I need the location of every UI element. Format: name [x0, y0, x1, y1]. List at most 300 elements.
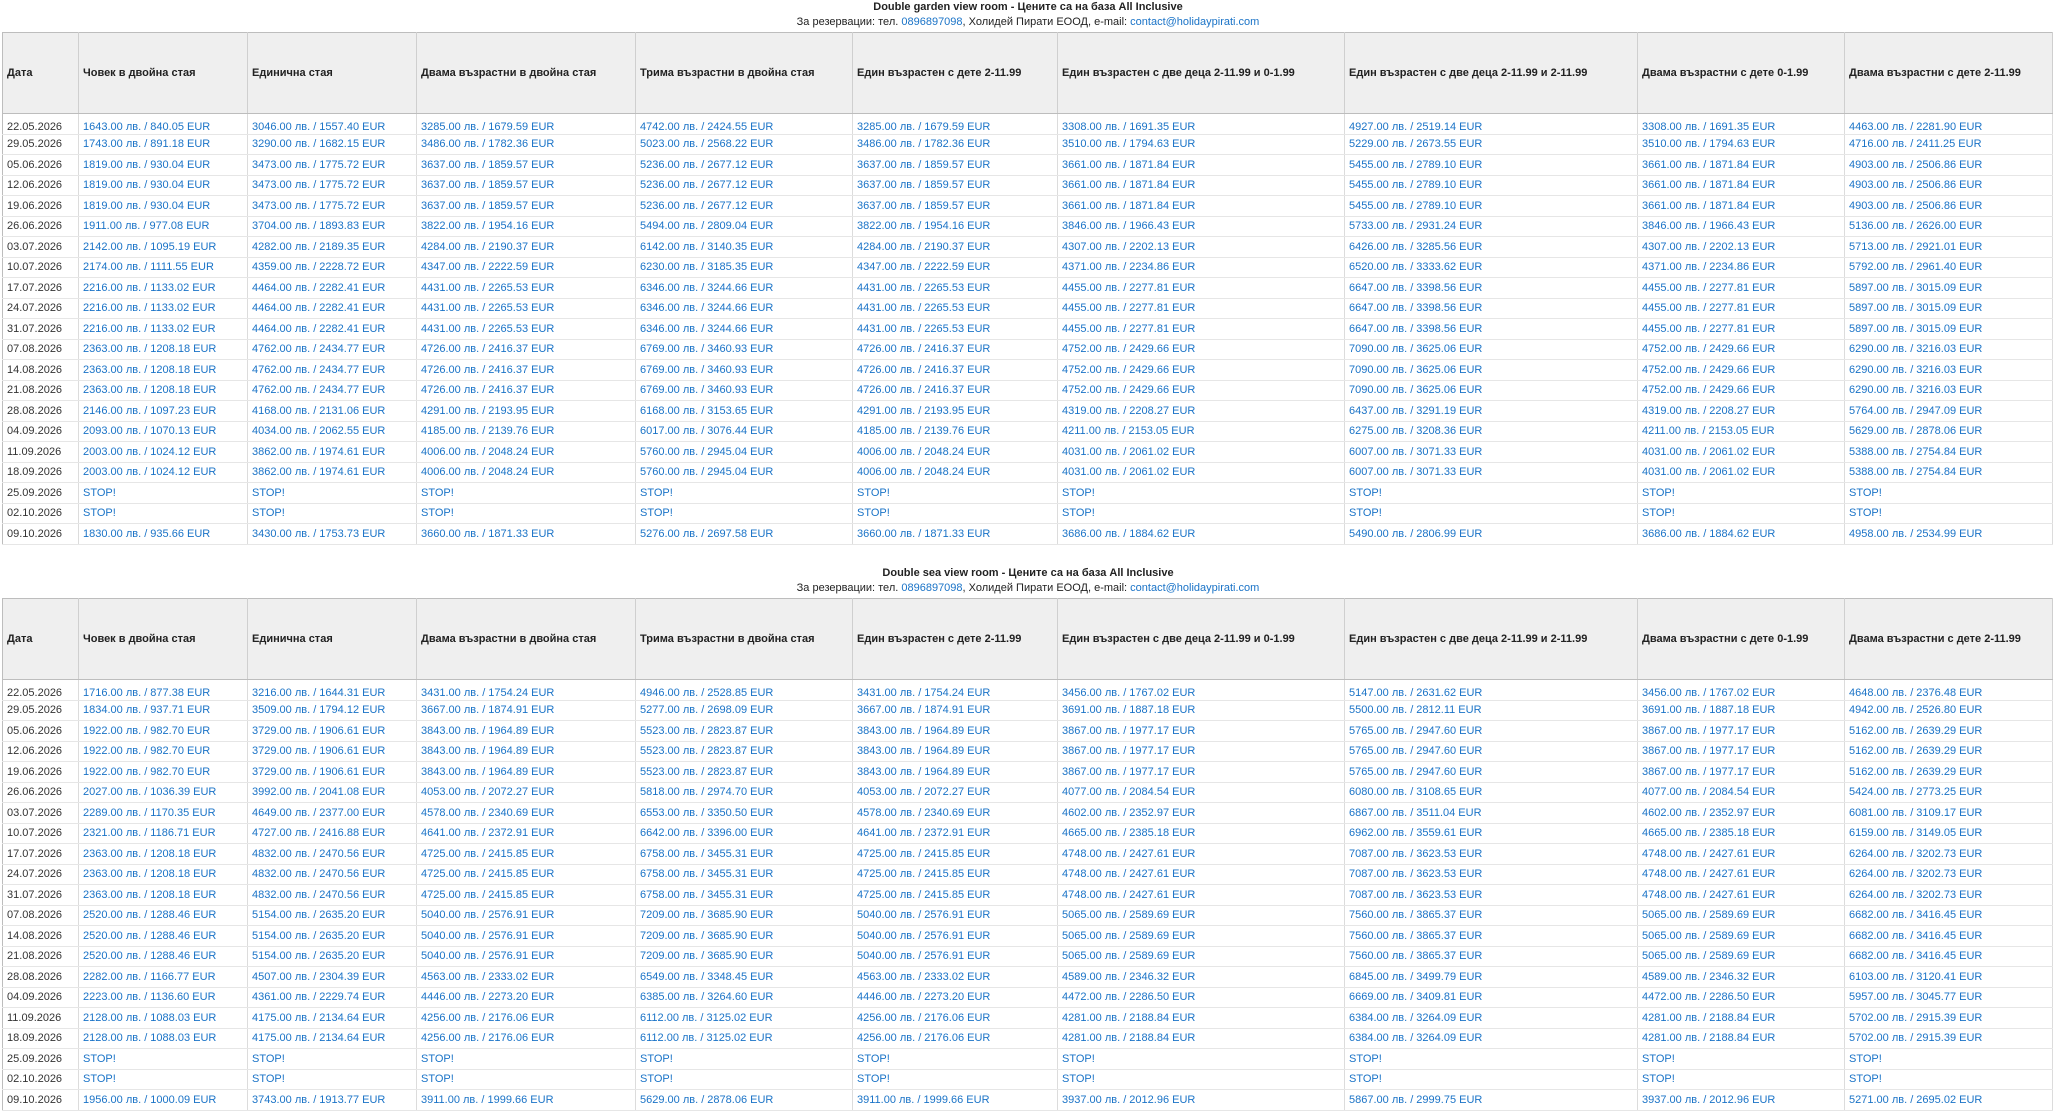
price-cell[interactable]: 4006.00 лв. / 2048.24 EUR	[417, 442, 636, 463]
price-cell[interactable]: 4446.00 лв. / 2273.20 EUR	[853, 987, 1058, 1008]
price-cell[interactable]: 3473.00 лв. / 1775.72 EUR	[248, 196, 417, 217]
price-cell[interactable]: 5040.00 лв. / 2576.91 EUR	[417, 946, 636, 967]
price-cell[interactable]: 2216.00 лв. / 1133.02 EUR	[79, 298, 248, 319]
price-cell[interactable]: 3456.00 лв. / 1767.02 EUR	[1638, 680, 1845, 701]
price-cell[interactable]: 5764.00 лв. / 2947.09 EUR	[1845, 401, 2053, 422]
price-cell[interactable]: 1834.00 лв. / 937.71 EUR	[79, 700, 248, 721]
price-cell[interactable]: 3862.00 лв. / 1974.61 EUR	[248, 442, 417, 463]
price-cell[interactable]: 4291.00 лв. / 2193.95 EUR	[853, 401, 1058, 422]
price-cell[interactable]: 6346.00 лв. / 3244.66 EUR	[636, 278, 853, 299]
price-cell[interactable]: 3486.00 лв. / 1782.36 EUR	[853, 134, 1058, 155]
price-cell[interactable]: 5236.00 лв. / 2677.12 EUR	[636, 175, 853, 196]
price-cell[interactable]: 6142.00 лв. / 3140.35 EUR	[636, 237, 853, 258]
price-cell[interactable]: 6081.00 лв. / 3109.17 EUR	[1845, 803, 2053, 824]
price-cell[interactable]: 2363.00 лв. / 1208.18 EUR	[79, 380, 248, 401]
price-cell[interactable]: 5957.00 лв. / 3045.77 EUR	[1845, 987, 2053, 1008]
price-cell[interactable]: 3686.00 лв. / 1884.62 EUR	[1058, 524, 1345, 545]
price-cell[interactable]: 4725.00 лв. / 2415.85 EUR	[417, 885, 636, 906]
price-cell[interactable]: 6168.00 лв. / 3153.65 EUR	[636, 401, 853, 422]
price-cell[interactable]: 6346.00 лв. / 3244.66 EUR	[636, 319, 853, 340]
price-cell[interactable]: STOP!	[853, 1069, 1058, 1090]
price-cell[interactable]: 4563.00 лв. / 2333.02 EUR	[417, 967, 636, 988]
price-cell[interactable]: 3729.00 лв. / 1906.61 EUR	[248, 741, 417, 762]
price-cell[interactable]: 3911.00 лв. / 1999.66 EUR	[417, 1090, 636, 1111]
price-cell[interactable]: 3285.00 лв. / 1679.59 EUR	[417, 114, 636, 135]
price-cell[interactable]: 2146.00 лв. / 1097.23 EUR	[79, 401, 248, 422]
price-cell[interactable]: 3661.00 лв. / 1871.84 EUR	[1638, 175, 1845, 196]
price-cell[interactable]: 4641.00 лв. / 2372.91 EUR	[417, 823, 636, 844]
price-cell[interactable]: STOP!	[248, 483, 417, 504]
price-cell[interactable]: 4281.00 лв. / 2188.84 EUR	[1058, 1008, 1345, 1029]
price-cell[interactable]: 5629.00 лв. / 2878.06 EUR	[636, 1090, 853, 1111]
price-cell[interactable]: 6264.00 лв. / 3202.73 EUR	[1845, 844, 2053, 865]
price-cell[interactable]: 3510.00 лв. / 1794.63 EUR	[1638, 134, 1845, 155]
price-cell[interactable]: 2363.00 лв. / 1208.18 EUR	[79, 339, 248, 360]
price-cell[interactable]: 2363.00 лв. / 1208.18 EUR	[79, 885, 248, 906]
price-cell[interactable]: 6758.00 лв. / 3455.31 EUR	[636, 864, 853, 885]
price-cell[interactable]: 5040.00 лв. / 2576.91 EUR	[853, 905, 1058, 926]
price-cell[interactable]: 3843.00 лв. / 1964.89 EUR	[417, 741, 636, 762]
price-cell[interactable]: 4431.00 лв. / 2265.53 EUR	[417, 319, 636, 340]
price-cell[interactable]: STOP!	[1345, 483, 1638, 504]
price-cell[interactable]: 4446.00 лв. / 2273.20 EUR	[417, 987, 636, 1008]
price-cell[interactable]: 3046.00 лв. / 1557.40 EUR	[248, 114, 417, 135]
price-cell[interactable]: STOP!	[853, 503, 1058, 524]
price-cell[interactable]: 4726.00 лв. / 2416.37 EUR	[417, 360, 636, 381]
price-cell[interactable]: 2520.00 лв. / 1288.46 EUR	[79, 905, 248, 926]
price-cell[interactable]: 3637.00 лв. / 1859.57 EUR	[417, 155, 636, 176]
price-cell[interactable]: 2223.00 лв. / 1136.60 EUR	[79, 987, 248, 1008]
price-cell[interactable]: 4958.00 лв. / 2534.99 EUR	[1845, 524, 2053, 545]
price-cell[interactable]: 5702.00 лв. / 2915.39 EUR	[1845, 1008, 2053, 1029]
price-cell[interactable]: 2216.00 лв. / 1133.02 EUR	[79, 278, 248, 299]
price-cell[interactable]: 4665.00 лв. / 2385.18 EUR	[1058, 823, 1345, 844]
price-cell[interactable]: 2363.00 лв. / 1208.18 EUR	[79, 844, 248, 865]
price-cell[interactable]: 4903.00 лв. / 2506.86 EUR	[1845, 175, 2053, 196]
price-cell[interactable]: 4726.00 лв. / 2416.37 EUR	[853, 380, 1058, 401]
price-cell[interactable]: 4371.00 лв. / 2234.86 EUR	[1638, 257, 1845, 278]
price-cell[interactable]: 4942.00 лв. / 2526.80 EUR	[1845, 700, 2053, 721]
price-cell[interactable]: 4256.00 лв. / 2176.06 EUR	[417, 1028, 636, 1049]
price-cell[interactable]: 6682.00 лв. / 3416.45 EUR	[1845, 946, 2053, 967]
price-cell[interactable]: 4832.00 лв. / 2470.56 EUR	[248, 864, 417, 885]
price-cell[interactable]: 4455.00 лв. / 2277.81 EUR	[1638, 298, 1845, 319]
price-cell[interactable]: 5154.00 лв. / 2635.20 EUR	[248, 905, 417, 926]
price-cell[interactable]: 3691.00 лв. / 1887.18 EUR	[1638, 700, 1845, 721]
price-cell[interactable]: STOP!	[1845, 483, 2053, 504]
price-cell[interactable]: STOP!	[1058, 1069, 1345, 1090]
price-cell[interactable]: 3637.00 лв. / 1859.57 EUR	[853, 196, 1058, 217]
price-cell[interactable]: 5765.00 лв. / 2947.60 EUR	[1345, 721, 1638, 742]
price-cell[interactable]: 4431.00 лв. / 2265.53 EUR	[853, 319, 1058, 340]
price-cell[interactable]: 5162.00 лв. / 2639.29 EUR	[1845, 741, 2053, 762]
price-cell[interactable]: 3216.00 лв. / 1644.31 EUR	[248, 680, 417, 701]
price-cell[interactable]: 4464.00 лв. / 2282.41 EUR	[248, 278, 417, 299]
price-cell[interactable]: 5277.00 лв. / 2698.09 EUR	[636, 700, 853, 721]
price-cell[interactable]: 3867.00 лв. / 1977.17 EUR	[1058, 762, 1345, 783]
price-cell[interactable]: 3431.00 лв. / 1754.24 EUR	[417, 680, 636, 701]
price-cell[interactable]: 4472.00 лв. / 2286.50 EUR	[1638, 987, 1845, 1008]
price-cell[interactable]: 4168.00 лв. / 2131.06 EUR	[248, 401, 417, 422]
price-cell[interactable]: 6647.00 лв. / 3398.56 EUR	[1345, 319, 1638, 340]
price-cell[interactable]: 4256.00 лв. / 2176.06 EUR	[853, 1028, 1058, 1049]
price-cell[interactable]: 3456.00 лв. / 1767.02 EUR	[1058, 680, 1345, 701]
price-cell[interactable]: 3867.00 лв. / 1977.17 EUR	[1058, 721, 1345, 742]
price-cell[interactable]: 5494.00 лв. / 2809.04 EUR	[636, 216, 853, 237]
price-cell[interactable]: 6769.00 лв. / 3460.93 EUR	[636, 380, 853, 401]
price-cell[interactable]: 4472.00 лв. / 2286.50 EUR	[1058, 987, 1345, 1008]
price-cell[interactable]: 4431.00 лв. / 2265.53 EUR	[853, 298, 1058, 319]
price-cell[interactable]: 5523.00 лв. / 2823.87 EUR	[636, 762, 853, 783]
price-cell[interactable]: 1922.00 лв. / 982.70 EUR	[79, 741, 248, 762]
price-cell[interactable]: 5702.00 лв. / 2915.39 EUR	[1845, 1028, 2053, 1049]
price-cell[interactable]: 4578.00 лв. / 2340.69 EUR	[417, 803, 636, 824]
price-cell[interactable]: 5897.00 лв. / 3015.09 EUR	[1845, 319, 2053, 340]
price-cell[interactable]: 5388.00 лв. / 2754.84 EUR	[1845, 442, 2053, 463]
price-cell[interactable]: 1911.00 лв. / 977.08 EUR	[79, 216, 248, 237]
price-cell[interactable]: STOP!	[248, 503, 417, 524]
price-cell[interactable]: 6112.00 лв. / 3125.02 EUR	[636, 1008, 853, 1029]
price-cell[interactable]: 6647.00 лв. / 3398.56 EUR	[1345, 278, 1638, 299]
price-cell[interactable]: STOP!	[1345, 503, 1638, 524]
price-cell[interactable]: 1743.00 лв. / 891.18 EUR	[79, 134, 248, 155]
price-cell[interactable]: 4077.00 лв. / 2084.54 EUR	[1638, 782, 1845, 803]
price-cell[interactable]: 4455.00 лв. / 2277.81 EUR	[1638, 319, 1845, 340]
price-cell[interactable]: 3937.00 лв. / 2012.96 EUR	[1638, 1090, 1845, 1111]
price-cell[interactable]: 3867.00 лв. / 1977.17 EUR	[1638, 762, 1845, 783]
price-cell[interactable]: 6112.00 лв. / 3125.02 EUR	[636, 1028, 853, 1049]
price-cell[interactable]: 2520.00 лв. / 1288.46 EUR	[79, 926, 248, 947]
price-cell[interactable]: 5490.00 лв. / 2806.99 EUR	[1345, 524, 1638, 545]
price-cell[interactable]: 3843.00 лв. / 1964.89 EUR	[853, 762, 1058, 783]
price-cell[interactable]: 6290.00 лв. / 3216.03 EUR	[1845, 380, 2053, 401]
price-cell[interactable]: 6682.00 лв. / 3416.45 EUR	[1845, 905, 2053, 926]
price-cell[interactable]: 5162.00 лв. / 2639.29 EUR	[1845, 762, 2053, 783]
price-cell[interactable]: STOP!	[79, 1049, 248, 1070]
price-cell[interactable]: 4946.00 лв. / 2528.85 EUR	[636, 680, 853, 701]
price-cell[interactable]: 3729.00 лв. / 1906.61 EUR	[248, 721, 417, 742]
price-cell[interactable]: 4281.00 лв. / 2188.84 EUR	[1058, 1028, 1345, 1049]
price-cell[interactable]: 3660.00 лв. / 1871.33 EUR	[417, 524, 636, 545]
price-cell[interactable]: 6769.00 лв. / 3460.93 EUR	[636, 360, 853, 381]
price-cell[interactable]: 7209.00 лв. / 3685.90 EUR	[636, 926, 853, 947]
price-cell[interactable]: 4464.00 лв. / 2282.41 EUR	[248, 319, 417, 340]
price-cell[interactable]: STOP!	[417, 503, 636, 524]
price-cell[interactable]: 4307.00 лв. / 2202.13 EUR	[1058, 237, 1345, 258]
price-cell[interactable]: 4563.00 лв. / 2333.02 EUR	[853, 967, 1058, 988]
price-cell[interactable]: 2321.00 лв. / 1186.71 EUR	[79, 823, 248, 844]
price-cell[interactable]: 4031.00 лв. / 2061.02 EUR	[1058, 442, 1345, 463]
price-cell[interactable]: 3992.00 лв. / 2041.08 EUR	[248, 782, 417, 803]
price-cell[interactable]: 4507.00 лв. / 2304.39 EUR	[248, 967, 417, 988]
price-cell[interactable]: 4762.00 лв. / 2434.77 EUR	[248, 339, 417, 360]
price-cell[interactable]: 3430.00 лв. / 1753.73 EUR	[248, 524, 417, 545]
price-cell[interactable]: 3661.00 лв. / 1871.84 EUR	[1058, 175, 1345, 196]
price-cell[interactable]: 4725.00 лв. / 2415.85 EUR	[417, 864, 636, 885]
price-cell[interactable]: 3661.00 лв. / 1871.84 EUR	[1638, 155, 1845, 176]
price-cell[interactable]: 4641.00 лв. / 2372.91 EUR	[853, 823, 1058, 844]
price-cell[interactable]: 3846.00 лв. / 1966.43 EUR	[1058, 216, 1345, 237]
price-cell[interactable]: 4077.00 лв. / 2084.54 EUR	[1058, 782, 1345, 803]
price-cell[interactable]: 3937.00 лв. / 2012.96 EUR	[1058, 1090, 1345, 1111]
price-cell[interactable]: 6384.00 лв. / 3264.09 EUR	[1345, 1028, 1638, 1049]
price-cell[interactable]: 5065.00 лв. / 2589.69 EUR	[1638, 926, 1845, 947]
price-cell[interactable]: 4031.00 лв. / 2061.02 EUR	[1638, 442, 1845, 463]
price-cell[interactable]: 4185.00 лв. / 2139.76 EUR	[853, 421, 1058, 442]
price-cell[interactable]: STOP!	[1058, 483, 1345, 504]
price-cell[interactable]: 1830.00 лв. / 935.66 EUR	[79, 524, 248, 545]
price-cell[interactable]: 3661.00 лв. / 1871.84 EUR	[1638, 196, 1845, 217]
price-cell[interactable]: 7090.00 лв. / 3625.06 EUR	[1345, 360, 1638, 381]
price-cell[interactable]: 4256.00 лв. / 2176.06 EUR	[417, 1008, 636, 1029]
price-cell[interactable]: 4589.00 лв. / 2346.32 EUR	[1638, 967, 1845, 988]
price-cell[interactable]: 4371.00 лв. / 2234.86 EUR	[1058, 257, 1345, 278]
price-cell[interactable]: 7087.00 лв. / 3623.53 EUR	[1345, 844, 1638, 865]
price-cell[interactable]: 2093.00 лв. / 1070.13 EUR	[79, 421, 248, 442]
price-cell[interactable]: 4726.00 лв. / 2416.37 EUR	[417, 380, 636, 401]
price-cell[interactable]: 4665.00 лв. / 2385.18 EUR	[1638, 823, 1845, 844]
price-cell[interactable]: 4748.00 лв. / 2427.61 EUR	[1638, 844, 1845, 865]
price-cell[interactable]: 6384.00 лв. / 3264.09 EUR	[1345, 1008, 1638, 1029]
price-cell[interactable]: 7087.00 лв. / 3623.53 EUR	[1345, 885, 1638, 906]
price-cell[interactable]: 5388.00 лв. / 2754.84 EUR	[1845, 462, 2053, 483]
price-cell[interactable]: 3667.00 лв. / 1874.91 EUR	[417, 700, 636, 721]
price-cell[interactable]: 4748.00 лв. / 2427.61 EUR	[1058, 885, 1345, 906]
price-cell[interactable]: STOP!	[1058, 503, 1345, 524]
price-cell[interactable]: STOP!	[1845, 1069, 2053, 1090]
price-cell[interactable]: 3637.00 лв. / 1859.57 EUR	[417, 196, 636, 217]
price-cell[interactable]: 4602.00 лв. / 2352.97 EUR	[1058, 803, 1345, 824]
price-cell[interactable]: 5765.00 лв. / 2947.60 EUR	[1345, 762, 1638, 783]
price-cell[interactable]: 4578.00 лв. / 2340.69 EUR	[853, 803, 1058, 824]
price-cell[interactable]: 6230.00 лв. / 3185.35 EUR	[636, 257, 853, 278]
price-cell[interactable]: 6275.00 лв. / 3208.36 EUR	[1345, 421, 1638, 442]
price-cell[interactable]: 2128.00 лв. / 1088.03 EUR	[79, 1028, 248, 1049]
price-cell[interactable]: STOP!	[1345, 1069, 1638, 1090]
price-cell[interactable]: 6669.00 лв. / 3409.81 EUR	[1345, 987, 1638, 1008]
price-cell[interactable]: 5500.00 лв. / 2812.11 EUR	[1345, 700, 1638, 721]
price-cell[interactable]: 4748.00 лв. / 2427.61 EUR	[1638, 885, 1845, 906]
price-cell[interactable]: 5023.00 лв. / 2568.22 EUR	[636, 134, 853, 155]
price-cell[interactable]: 7209.00 лв. / 3685.90 EUR	[636, 905, 853, 926]
price-cell[interactable]: STOP!	[417, 483, 636, 504]
price-cell[interactable]: 6845.00 лв. / 3499.79 EUR	[1345, 967, 1638, 988]
phone-link[interactable]: 0896897098	[901, 16, 963, 28]
price-cell[interactable]: 4903.00 лв. / 2506.86 EUR	[1845, 196, 2053, 217]
price-cell[interactable]: 4455.00 лв. / 2277.81 EUR	[1058, 319, 1345, 340]
price-cell[interactable]: 3867.00 лв. / 1977.17 EUR	[1638, 741, 1845, 762]
email-link[interactable]: contact@holidaypirati.com	[1130, 582, 1260, 594]
price-cell[interactable]: 4006.00 лв. / 2048.24 EUR	[853, 462, 1058, 483]
price-cell[interactable]: STOP!	[1638, 1049, 1845, 1070]
price-cell[interactable]: 3660.00 лв. / 1871.33 EUR	[853, 524, 1058, 545]
price-cell[interactable]: 2128.00 лв. / 1088.03 EUR	[79, 1008, 248, 1029]
price-cell[interactable]: 7560.00 лв. / 3865.37 EUR	[1345, 946, 1638, 967]
price-cell[interactable]: 6290.00 лв. / 3216.03 EUR	[1845, 339, 2053, 360]
price-cell[interactable]: 5424.00 лв. / 2773.25 EUR	[1845, 782, 2053, 803]
price-cell[interactable]: 3308.00 лв. / 1691.35 EUR	[1058, 114, 1345, 135]
price-cell[interactable]: 5455.00 лв. / 2789.10 EUR	[1345, 196, 1638, 217]
price-cell[interactable]: 6264.00 лв. / 3202.73 EUR	[1845, 885, 2053, 906]
price-cell[interactable]: 4748.00 лв. / 2427.61 EUR	[1638, 864, 1845, 885]
price-cell[interactable]: 4752.00 лв. / 2429.66 EUR	[1638, 360, 1845, 381]
price-cell[interactable]: 2174.00 лв. / 1111.55 EUR	[79, 257, 248, 278]
price-cell[interactable]: STOP!	[636, 1049, 853, 1070]
price-cell[interactable]: 4762.00 лв. / 2434.77 EUR	[248, 380, 417, 401]
price-cell[interactable]: 4006.00 лв. / 2048.24 EUR	[417, 462, 636, 483]
price-cell[interactable]: STOP!	[1638, 483, 1845, 504]
price-cell[interactable]: 1819.00 лв. / 930.04 EUR	[79, 155, 248, 176]
price-cell[interactable]: 4589.00 лв. / 2346.32 EUR	[1058, 967, 1345, 988]
price-cell[interactable]: 4725.00 лв. / 2415.85 EUR	[417, 844, 636, 865]
price-cell[interactable]: 2363.00 лв. / 1208.18 EUR	[79, 360, 248, 381]
price-cell[interactable]: 5040.00 лв. / 2576.91 EUR	[853, 926, 1058, 947]
price-cell[interactable]: 2282.00 лв. / 1166.77 EUR	[79, 967, 248, 988]
price-cell[interactable]: 5147.00 лв. / 2631.62 EUR	[1345, 680, 1638, 701]
price-cell[interactable]: 1716.00 лв. / 877.38 EUR	[79, 680, 248, 701]
price-cell[interactable]: 5065.00 лв. / 2589.69 EUR	[1058, 905, 1345, 926]
price-cell[interactable]: 5455.00 лв. / 2789.10 EUR	[1345, 175, 1638, 196]
price-cell[interactable]: 5867.00 лв. / 2999.75 EUR	[1345, 1090, 1638, 1111]
price-cell[interactable]: 4752.00 лв. / 2429.66 EUR	[1058, 339, 1345, 360]
price-cell[interactable]: 4903.00 лв. / 2506.86 EUR	[1845, 155, 2053, 176]
price-cell[interactable]: 3867.00 лв. / 1977.17 EUR	[1638, 721, 1845, 742]
price-cell[interactable]: 5271.00 лв. / 2695.02 EUR	[1845, 1090, 2053, 1111]
price-cell[interactable]: 4832.00 лв. / 2470.56 EUR	[248, 885, 417, 906]
price-cell[interactable]: 5236.00 лв. / 2677.12 EUR	[636, 155, 853, 176]
price-cell[interactable]: 5136.00 лв. / 2626.00 EUR	[1845, 216, 2053, 237]
price-cell[interactable]: 3290.00 лв. / 1682.15 EUR	[248, 134, 417, 155]
price-cell[interactable]: 4742.00 лв. / 2424.55 EUR	[636, 114, 853, 135]
price-cell[interactable]: 6017.00 лв. / 3076.44 EUR	[636, 421, 853, 442]
price-cell[interactable]: 4211.00 лв. / 2153.05 EUR	[1058, 421, 1345, 442]
price-cell[interactable]: 4648.00 лв. / 2376.48 EUR	[1845, 680, 2053, 701]
price-cell[interactable]: 3637.00 лв. / 1859.57 EUR	[417, 175, 636, 196]
price-cell[interactable]: 5792.00 лв. / 2961.40 EUR	[1845, 257, 2053, 278]
price-cell[interactable]: STOP!	[417, 1069, 636, 1090]
price-cell[interactable]: 3509.00 лв. / 1794.12 EUR	[248, 700, 417, 721]
price-cell[interactable]: 5154.00 лв. / 2635.20 EUR	[248, 946, 417, 967]
price-cell[interactable]: STOP!	[636, 483, 853, 504]
price-cell[interactable]: 4727.00 лв. / 2416.88 EUR	[248, 823, 417, 844]
price-cell[interactable]: 3661.00 лв. / 1871.84 EUR	[1058, 196, 1345, 217]
price-cell[interactable]: 6437.00 лв. / 3291.19 EUR	[1345, 401, 1638, 422]
price-cell[interactable]: 4256.00 лв. / 2176.06 EUR	[853, 1008, 1058, 1029]
price-cell[interactable]: 2142.00 лв. / 1095.19 EUR	[79, 237, 248, 258]
price-cell[interactable]: 6867.00 лв. / 3511.04 EUR	[1345, 803, 1638, 824]
price-cell[interactable]: 1922.00 лв. / 982.70 EUR	[79, 721, 248, 742]
price-cell[interactable]: 2216.00 лв. / 1133.02 EUR	[79, 319, 248, 340]
price-cell[interactable]: 7087.00 лв. / 3623.53 EUR	[1345, 864, 1638, 885]
price-cell[interactable]: 2003.00 лв. / 1024.12 EUR	[79, 462, 248, 483]
price-cell[interactable]: 6553.00 лв. / 3350.50 EUR	[636, 803, 853, 824]
price-cell[interactable]: 3862.00 лв. / 1974.61 EUR	[248, 462, 417, 483]
price-cell[interactable]: 2003.00 лв. / 1024.12 EUR	[79, 442, 248, 463]
price-cell[interactable]: 4726.00 лв. / 2416.37 EUR	[853, 339, 1058, 360]
price-cell[interactable]: 5818.00 лв. / 2974.70 EUR	[636, 782, 853, 803]
price-cell[interactable]: STOP!	[1058, 1049, 1345, 1070]
price-cell[interactable]: 4752.00 лв. / 2429.66 EUR	[1058, 360, 1345, 381]
price-cell[interactable]: 4463.00 лв. / 2281.90 EUR	[1845, 114, 2053, 135]
price-cell[interactable]: 5154.00 лв. / 2635.20 EUR	[248, 926, 417, 947]
price-cell[interactable]: 4464.00 лв. / 2282.41 EUR	[248, 298, 417, 319]
price-cell[interactable]: 5455.00 лв. / 2789.10 EUR	[1345, 155, 1638, 176]
price-cell[interactable]: 7090.00 лв. / 3625.06 EUR	[1345, 339, 1638, 360]
price-cell[interactable]: 4431.00 лв. / 2265.53 EUR	[853, 278, 1058, 299]
price-cell[interactable]: STOP!	[1845, 503, 2053, 524]
price-cell[interactable]: 6290.00 лв. / 3216.03 EUR	[1845, 360, 2053, 381]
price-cell[interactable]: STOP!	[853, 483, 1058, 504]
price-cell[interactable]: 1922.00 лв. / 982.70 EUR	[79, 762, 248, 783]
price-cell[interactable]: 6758.00 лв. / 3455.31 EUR	[636, 885, 853, 906]
price-cell[interactable]: 6103.00 лв. / 3120.41 EUR	[1845, 967, 2053, 988]
price-cell[interactable]: 4752.00 лв. / 2429.66 EUR	[1638, 339, 1845, 360]
price-cell[interactable]: 5065.00 лв. / 2589.69 EUR	[1638, 946, 1845, 967]
price-cell[interactable]: 2027.00 лв. / 1036.39 EUR	[79, 782, 248, 803]
price-cell[interactable]: 5523.00 лв. / 2823.87 EUR	[636, 721, 853, 742]
price-cell[interactable]: 3843.00 лв. / 1964.89 EUR	[417, 721, 636, 742]
price-cell[interactable]: 3473.00 лв. / 1775.72 EUR	[248, 155, 417, 176]
price-cell[interactable]: 1819.00 лв. / 930.04 EUR	[79, 175, 248, 196]
price-cell[interactable]: 5162.00 лв. / 2639.29 EUR	[1845, 721, 2053, 742]
price-cell[interactable]: 7209.00 лв. / 3685.90 EUR	[636, 946, 853, 967]
price-cell[interactable]: 4175.00 лв. / 2134.64 EUR	[248, 1028, 417, 1049]
price-cell[interactable]: 4031.00 лв. / 2061.02 EUR	[1638, 462, 1845, 483]
price-cell[interactable]: 4752.00 лв. / 2429.66 EUR	[1058, 380, 1345, 401]
price-cell[interactable]: 6682.00 лв. / 3416.45 EUR	[1845, 926, 2053, 947]
price-cell[interactable]: 4284.00 лв. / 2190.37 EUR	[853, 237, 1058, 258]
price-cell[interactable]: STOP!	[417, 1049, 636, 1070]
price-cell[interactable]: 4053.00 лв. / 2072.27 EUR	[417, 782, 636, 803]
price-cell[interactable]: 4602.00 лв. / 2352.97 EUR	[1638, 803, 1845, 824]
price-cell[interactable]: 3822.00 лв. / 1954.16 EUR	[853, 216, 1058, 237]
price-cell[interactable]: 4282.00 лв. / 2189.35 EUR	[248, 237, 417, 258]
price-cell[interactable]: 6385.00 лв. / 3264.60 EUR	[636, 987, 853, 1008]
price-cell[interactable]: 5523.00 лв. / 2823.87 EUR	[636, 741, 853, 762]
price-cell[interactable]: 6647.00 лв. / 3398.56 EUR	[1345, 298, 1638, 319]
price-cell[interactable]: 4726.00 лв. / 2416.37 EUR	[853, 360, 1058, 381]
price-cell[interactable]: 3822.00 лв. / 1954.16 EUR	[417, 216, 636, 237]
price-cell[interactable]: 4291.00 лв. / 2193.95 EUR	[417, 401, 636, 422]
price-cell[interactable]: 4752.00 лв. / 2429.66 EUR	[1638, 380, 1845, 401]
price-cell[interactable]: 4361.00 лв. / 2229.74 EUR	[248, 987, 417, 1008]
price-cell[interactable]: 6080.00 лв. / 3108.65 EUR	[1345, 782, 1638, 803]
price-cell[interactable]: 4455.00 лв. / 2277.81 EUR	[1058, 278, 1345, 299]
price-cell[interactable]: 3510.00 лв. / 1794.63 EUR	[1058, 134, 1345, 155]
price-cell[interactable]: 3308.00 лв. / 1691.35 EUR	[1638, 114, 1845, 135]
price-cell[interactable]: 4455.00 лв. / 2277.81 EUR	[1058, 298, 1345, 319]
price-cell[interactable]: 4319.00 лв. / 2208.27 EUR	[1058, 401, 1345, 422]
price-cell[interactable]: 3843.00 лв. / 1964.89 EUR	[417, 762, 636, 783]
price-cell[interactable]: 4762.00 лв. / 2434.77 EUR	[248, 360, 417, 381]
price-cell[interactable]: 4284.00 лв. / 2190.37 EUR	[417, 237, 636, 258]
price-cell[interactable]: 6264.00 лв. / 3202.73 EUR	[1845, 864, 2053, 885]
price-cell[interactable]: 6346.00 лв. / 3244.66 EUR	[636, 298, 853, 319]
price-cell[interactable]: 6520.00 лв. / 3333.62 EUR	[1345, 257, 1638, 278]
price-cell[interactable]: 4832.00 лв. / 2470.56 EUR	[248, 844, 417, 865]
price-cell[interactable]: 6426.00 лв. / 3285.56 EUR	[1345, 237, 1638, 258]
price-cell[interactable]: 4455.00 лв. / 2277.81 EUR	[1638, 278, 1845, 299]
price-cell[interactable]: STOP!	[636, 503, 853, 524]
price-cell[interactable]: 6769.00 лв. / 3460.93 EUR	[636, 339, 853, 360]
price-cell[interactable]: 2520.00 лв. / 1288.46 EUR	[79, 946, 248, 967]
price-cell[interactable]: 5897.00 лв. / 3015.09 EUR	[1845, 298, 2053, 319]
price-cell[interactable]: 6962.00 лв. / 3559.61 EUR	[1345, 823, 1638, 844]
price-cell[interactable]: 3843.00 лв. / 1964.89 EUR	[853, 721, 1058, 742]
price-cell[interactable]: 5713.00 лв. / 2921.01 EUR	[1845, 237, 2053, 258]
price-cell[interactable]: STOP!	[853, 1049, 1058, 1070]
price-cell[interactable]: 3667.00 лв. / 1874.91 EUR	[853, 700, 1058, 721]
